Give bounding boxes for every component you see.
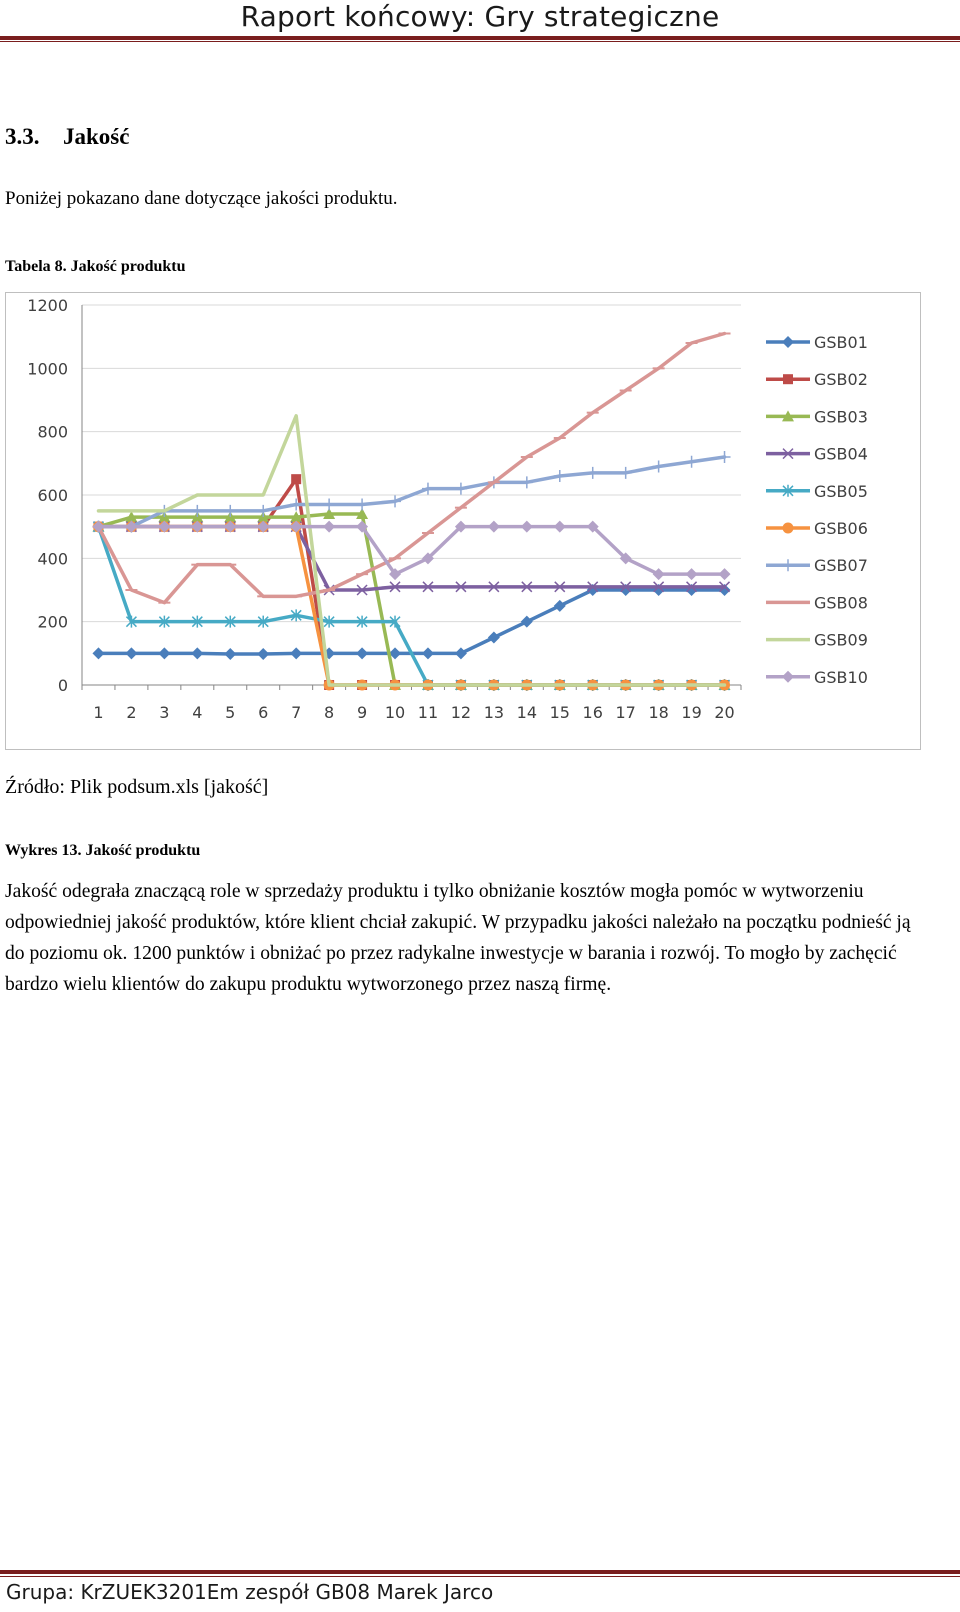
- data-point-gsb10: [488, 521, 500, 533]
- x-tick-label: 20: [714, 703, 735, 722]
- data-point-gsb10: [521, 521, 533, 533]
- x-tick-label: 16: [582, 703, 603, 722]
- data-point-gsb07: [356, 499, 368, 511]
- data-point-gsb02: [291, 474, 301, 484]
- data-point-gsb01: [488, 632, 500, 644]
- x-tick-label: 15: [549, 703, 570, 722]
- data-point-gsb07: [224, 505, 236, 517]
- legend-label-gsb09: GSB09: [814, 630, 868, 650]
- series-line-gsb06: [98, 527, 724, 685]
- x-tick-label: 12: [450, 703, 472, 722]
- data-point-gsb10: [719, 568, 731, 580]
- section-title: Jakość: [63, 124, 130, 149]
- data-point-gsb07: [686, 456, 698, 468]
- data-point-gsb10: [323, 521, 335, 533]
- section-heading: [5, 124, 129, 150]
- x-tick-label: 1: [93, 703, 104, 722]
- series-line-gsb10: [98, 527, 724, 574]
- data-point-gsb07: [719, 451, 731, 463]
- data-point-gsb01: [158, 647, 170, 659]
- body-paragraph: Jakość odegrała znaczącą role w sprzedaży produktu i tylko obniżanie kosztów mogła pomóc w wytworzeniu odpowiedniej jakość produktów, które klient chciał zakupić. W przypadku jakości należało na początku podnieść ją do poziomu ok. 1200 punktów i obniżać po przez radykalne inwestycje w barania i rozwój. To mogło by zachęcić bardzo wielu klientów do zakupu produktu wytworzonego przez naszą firmę.: [5, 881, 911, 995]
- footer-rule: [0, 1570, 960, 1574]
- y-tick-label: 1200: [27, 296, 68, 315]
- legend-label-gsb03: GSB03: [814, 407, 868, 427]
- legend-label-gsb02: GSB02: [814, 370, 868, 390]
- chart-svg: [6, 293, 920, 749]
- y-tick-label: 0: [57, 676, 68, 695]
- x-tick-label: 11: [417, 703, 439, 722]
- data-point-gsb10: [653, 568, 665, 580]
- x-tick-label: 4: [192, 703, 203, 722]
- y-tick-label: 1000: [27, 359, 68, 379]
- data-point-gsb01: [356, 647, 368, 659]
- y-tick-label: 400: [37, 549, 68, 569]
- footer-rule-thin: [0, 1576, 960, 1577]
- legend-label-gsb01: GSB01: [814, 333, 868, 352]
- x-tick-label: 19: [681, 703, 702, 722]
- data-point-gsb01: [125, 647, 137, 659]
- legend-marker-gsb06: [783, 523, 794, 534]
- data-point-gsb01: [257, 648, 269, 660]
- series-line-gsb05: [98, 527, 724, 685]
- section-number: 3.3.: [5, 124, 40, 149]
- quality-chart: [5, 292, 921, 750]
- legend-marker-gsb01: [782, 336, 794, 348]
- y-tick-label: 600: [37, 486, 68, 505]
- legend-label-gsb04: GSB04: [814, 444, 868, 464]
- data-point-gsb07: [422, 483, 434, 495]
- source-note: Źródło: Plik podsum.xls [jakość]: [5, 776, 269, 798]
- data-point-gsb01: [290, 647, 302, 659]
- data-point-gsb01: [455, 647, 467, 659]
- x-tick-label: 9: [356, 703, 368, 722]
- x-tick-label: 18: [648, 703, 669, 722]
- x-tick-label: 2: [126, 703, 137, 722]
- legend-label-gsb06: GSB06: [814, 519, 868, 538]
- data-point-gsb01: [521, 616, 533, 628]
- data-point-gsb01: [92, 647, 104, 659]
- data-point-gsb10: [686, 568, 698, 580]
- legend-marker-gsb07: [782, 559, 794, 571]
- data-point-gsb10: [554, 521, 566, 533]
- header-rule-thin: [0, 41, 960, 42]
- legend-marker-gsb10: [782, 671, 794, 683]
- data-point-gsb07: [455, 483, 467, 495]
- data-point-gsb07: [323, 499, 335, 511]
- data-point-gsb07: [620, 467, 632, 479]
- x-tick-label: 6: [258, 703, 269, 722]
- figure-caption: Wykres 13. Jakość produktu: [5, 842, 201, 859]
- data-point-gsb07: [257, 505, 269, 517]
- intro-paragraph: Poniżej pokazano dane dotyczące jakości produktu.: [5, 188, 398, 209]
- x-tick-label: 8: [324, 703, 335, 722]
- x-tick-label: 7: [291, 703, 302, 722]
- table-caption: Tabela 8. Jakość produktu: [5, 258, 186, 275]
- data-point-gsb01: [554, 600, 566, 612]
- data-point-gsb01: [191, 647, 203, 659]
- x-tick-label: 10: [384, 703, 406, 722]
- y-tick-label: 800: [37, 422, 68, 442]
- header-rule: [0, 36, 960, 40]
- x-tick-label: 17: [615, 703, 636, 722]
- x-tick-label: 5: [225, 703, 236, 722]
- x-tick-label: 14: [516, 703, 538, 722]
- footer-text: Grupa: KrZUEK3201Em zespół GB08 Marek Jarco: [6, 1580, 494, 1604]
- legend-label-gsb05: GSB05: [814, 481, 868, 501]
- legend-label-gsb08: GSB08: [814, 593, 868, 613]
- data-point-gsb07: [389, 495, 401, 507]
- data-point-gsb01: [422, 647, 434, 659]
- legend-label-gsb07: GSB07: [814, 556, 868, 576]
- data-point-gsb01: [224, 648, 236, 660]
- series-line-gsb09: [98, 416, 724, 685]
- x-tick-label: 13: [483, 703, 505, 722]
- data-point-gsb07: [191, 505, 203, 517]
- data-point-gsb07: [521, 476, 533, 488]
- page-header-title: Raport końcowy: Gry strategiczne: [240, 0, 720, 33]
- x-tick-label: 3: [159, 703, 170, 722]
- legend-label-gsb10: GSB10: [814, 667, 868, 687]
- data-point-gsb07: [587, 467, 599, 479]
- legend-marker-gsb02: [783, 374, 793, 384]
- data-point-gsb07: [653, 461, 665, 473]
- y-tick-label: 200: [37, 612, 68, 632]
- data-point-gsb07: [554, 470, 566, 482]
- series-line-gsb03: [98, 514, 724, 685]
